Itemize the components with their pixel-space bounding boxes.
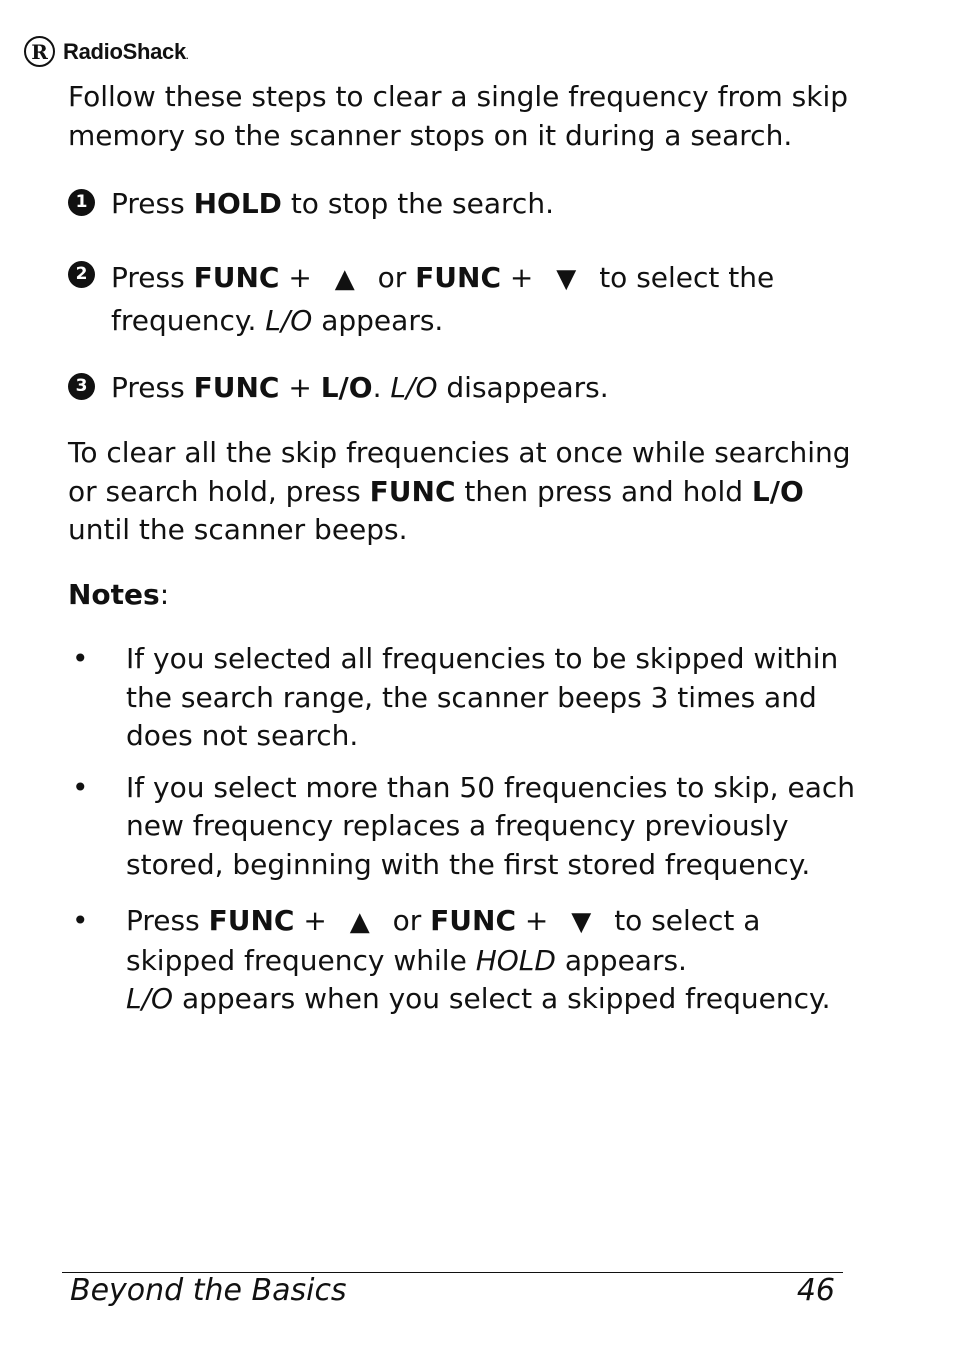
key-func: FUNC xyxy=(193,260,280,294)
key-func: FUNC xyxy=(208,904,295,937)
key-func: FUNC xyxy=(193,370,280,404)
step-number-1-icon: 1 xyxy=(68,189,95,216)
page-content xyxy=(68,78,868,1019)
display-hold: HOLD xyxy=(475,943,556,977)
up-arrow-icon: ▲ xyxy=(349,907,370,937)
page-number: 46 xyxy=(796,1273,835,1308)
step-1-text: Press HOLD to stop the search. xyxy=(111,187,554,220)
logo-wordmark: RadioShack xyxy=(63,38,186,64)
step-3 xyxy=(68,369,868,408)
page-footer xyxy=(62,1272,843,1309)
intro-paragraph: Follow these steps to clear a single frequency from skip memory so the scanner stops on it during a search. xyxy=(68,80,849,152)
bullet-icon: • xyxy=(72,642,89,675)
step-2 xyxy=(68,257,868,341)
bullet-icon: • xyxy=(72,904,89,937)
step-3-text: Press FUNC + L/O. L/O disappears. xyxy=(111,370,609,404)
display-lo: L/O xyxy=(126,982,174,1015)
list-item xyxy=(68,769,868,885)
section-title: Beyond the Basics xyxy=(70,1273,347,1308)
list-item xyxy=(68,640,868,756)
bullet-icon: • xyxy=(72,770,89,804)
down-arrow-icon: ▼ xyxy=(556,263,577,294)
note-text: If you select more than 50 frequencies to skip, each new frequency replaces a frequency previously stored, beginning with the first stored frequency. xyxy=(126,770,855,881)
step-1 xyxy=(68,185,868,224)
key-func: FUNC xyxy=(415,260,502,294)
display-lo: L/O xyxy=(265,303,313,337)
note-text: If you selected all frequencies to be skipped within the search range, the scanner beeps 3 times and does not search. xyxy=(126,642,839,752)
key-func: FUNC xyxy=(430,904,517,937)
clear-all-paragraph: To clear all the skip frequencies at once while searching or search hold, press FUNC then press and hold L/O until the scanner beeps. xyxy=(68,436,851,546)
logo-r-icon: R xyxy=(24,36,55,67)
step-number-3-icon: 3 xyxy=(68,373,95,400)
down-arrow-icon: ▼ xyxy=(571,907,592,937)
key-hold: HOLD xyxy=(193,187,282,220)
display-lo: L/O xyxy=(390,370,438,404)
key-lo: L/O xyxy=(751,474,804,508)
notes-list xyxy=(68,640,868,1019)
step-number-2-icon: 2 xyxy=(68,261,95,288)
key-func: FUNC xyxy=(369,474,456,508)
up-arrow-icon: ▲ xyxy=(334,263,355,294)
notes-heading: Notes: xyxy=(68,577,170,611)
step-2-text: Press FUNC + ▲ or FUNC + ▼ to select the frequency. L/O appears. xyxy=(111,260,775,337)
radioshack-logo xyxy=(24,36,188,67)
logo-text xyxy=(63,39,188,65)
list-item xyxy=(68,902,868,1019)
logo-tm: . xyxy=(185,50,189,61)
key-lo: L/O xyxy=(320,370,373,404)
note-text: Press FUNC + ▲ or FUNC + ▼ to select a skipped frequency while HOLD appears. L/O appears when you select a skipped frequency. xyxy=(126,904,831,1015)
